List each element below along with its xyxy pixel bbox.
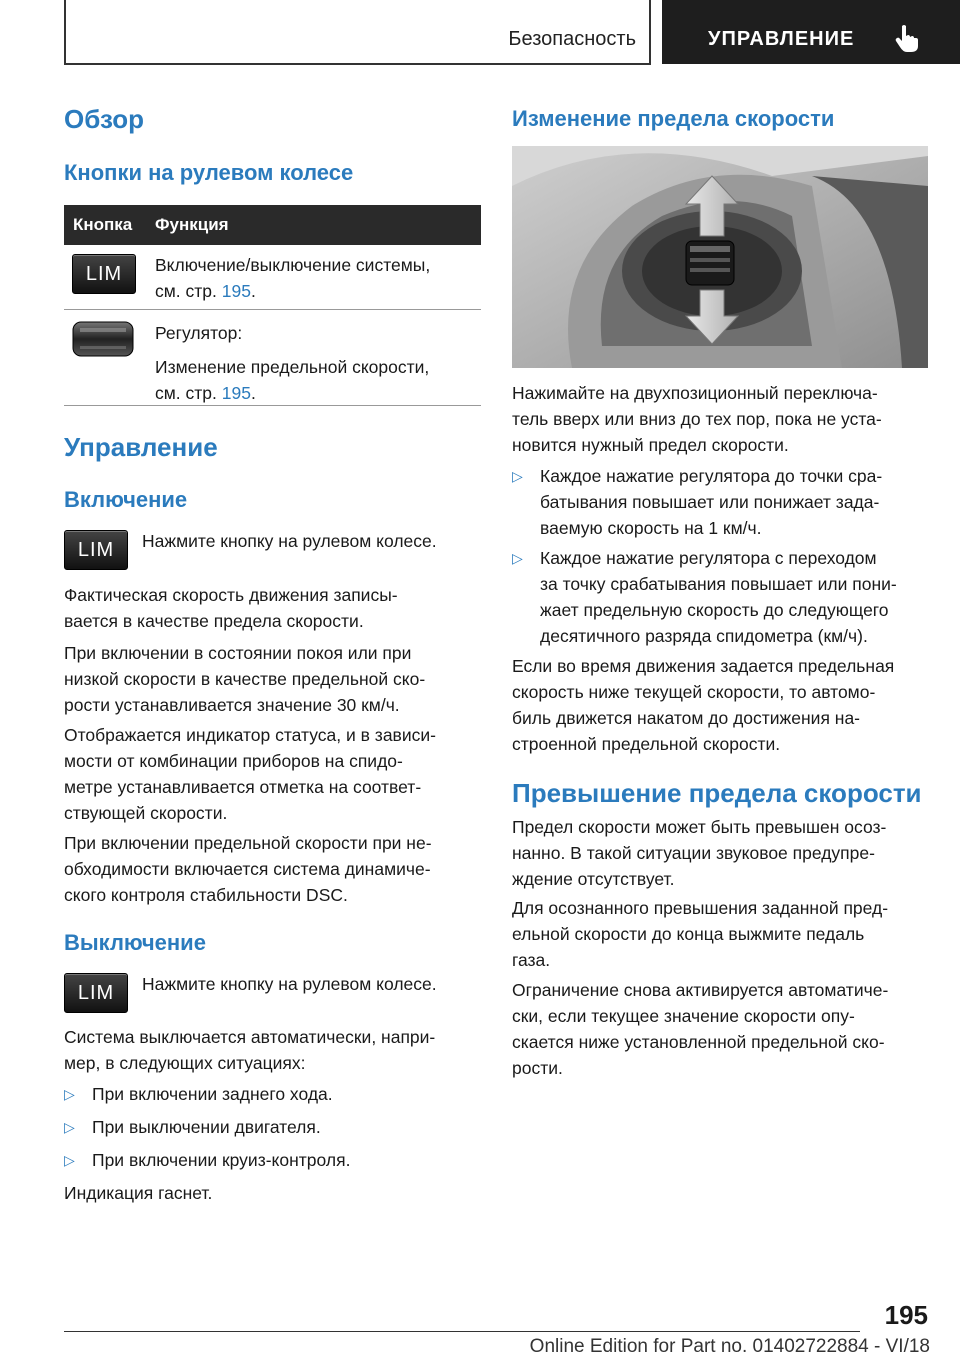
- text-line: Каждое нажатие регулятора до точки сра-: [540, 466, 883, 486]
- text-line: жает предельную скорость до следующего: [540, 600, 889, 620]
- text-line: Отображается индикатор статуса, и в зависи-: [64, 725, 436, 745]
- table-row-divider: [64, 309, 481, 310]
- lim-button-icon: LIM: [72, 254, 136, 294]
- list-item-text: [540, 463, 882, 541]
- exceed-limit-heading: Превышение предела скорости: [512, 778, 922, 808]
- text-line: скается ниже установленной предельной ско-: [512, 1032, 885, 1052]
- triangle-right-icon: ▷: [64, 1086, 75, 1102]
- header-rule-bottom: [64, 63, 651, 65]
- text-line: мер, в следующих ситуациях:: [64, 1053, 306, 1073]
- text-line: Система выключается автоматически, напри-: [64, 1027, 436, 1047]
- change-note-paragraph: [512, 653, 894, 757]
- switch-on-paragraph-4: [64, 830, 432, 908]
- steering-buttons-heading: Кнопки на рулевом колесе: [64, 160, 354, 185]
- change-intro-paragraph: [512, 380, 882, 458]
- text-line: рости.: [512, 1058, 563, 1078]
- text-line: ваемую скорость на 1 км/ч.: [540, 518, 762, 538]
- text-line: низкой скорости в качестве предельной ско-: [64, 669, 426, 689]
- header-rule-mid: [649, 0, 651, 64]
- table-row-2-line-1: Регулятор:: [155, 323, 243, 343]
- change-limit-heading: Изменение предела скорости: [512, 106, 835, 131]
- exceed-paragraph-3: [512, 977, 888, 1081]
- triangle-right-icon: ▷: [512, 468, 523, 484]
- triangle-right-icon: ▷: [64, 1152, 75, 1168]
- steering-wheel-illustration: [512, 146, 928, 368]
- header-rule-left: [64, 0, 66, 64]
- table-bottom-rule: [64, 405, 481, 406]
- text-line: строенной предельной скорости.: [512, 734, 781, 754]
- table-row-1-line-2: [155, 278, 430, 304]
- text-line: батывания повышает или понижает зада-: [540, 492, 880, 512]
- table-header: [64, 205, 481, 245]
- overview-heading: Обзор: [64, 104, 144, 134]
- switch-on-paragraph-2: [64, 640, 425, 718]
- list-item: [64, 1081, 481, 1107]
- header-chapter-tab[interactable]: [662, 0, 960, 64]
- text-line: Нажимайте на двухпозиционный переключа-: [512, 383, 878, 403]
- table-col-function: Функция: [155, 215, 229, 234]
- display-off-text: Индикация гаснет.: [64, 1183, 213, 1203]
- list-item: [64, 1147, 481, 1173]
- list-item-text: [540, 545, 897, 649]
- page-number: 195: [884, 1300, 928, 1330]
- table-row-1-text: [155, 252, 430, 304]
- table-row-2-text: [155, 320, 429, 406]
- lim-button-icon: LIM: [64, 973, 128, 1013]
- table-row-1-ref-text: см. стр.: [155, 281, 222, 301]
- text-line: Ограничение снова активируется автоматиче-: [512, 980, 889, 1000]
- text-line: скорость ниже текущей скорости, то автомо-: [512, 682, 876, 702]
- text-line: рости устанавливается значение 30 км/ч.: [64, 695, 400, 715]
- switch-off-heading: Выключение: [64, 930, 206, 955]
- text-line: При включении в состоянии покоя или при: [64, 643, 412, 663]
- list-item: [512, 545, 928, 649]
- lim-button-icon: LIM: [64, 530, 128, 570]
- hand-pointer-icon: [894, 24, 920, 52]
- text-line: ждение отсутствует.: [512, 869, 675, 889]
- text-line: обходимости включается система динамиче-: [64, 859, 431, 879]
- roller-control-icon: [72, 318, 134, 360]
- table-row-1-line-1: Включение/выключение системы,: [155, 255, 431, 275]
- exceed-paragraph-2: [512, 895, 888, 973]
- switch-on-instruction: Нажмите кнопку на рулевом колесе.: [142, 531, 437, 551]
- text-line: Каждое нажатие регулятора с переходом: [540, 548, 877, 568]
- switch-off-intro: [64, 1024, 435, 1076]
- text-line: тель вверх или вниз до тех пор, пока не уста-: [512, 409, 882, 429]
- switch-on-paragraph-1: [64, 582, 398, 634]
- text-line: за точку срабатывания повышает или пони-: [540, 574, 897, 594]
- text-line: метре устанавливается отметка на соответ-: [64, 777, 422, 797]
- text-line: ского контроля стабильности DSC.: [64, 885, 348, 905]
- triangle-right-icon: ▷: [64, 1119, 75, 1135]
- switch-on-heading: Включение: [64, 487, 188, 512]
- triangle-right-icon: ▷: [512, 550, 523, 566]
- text-line: Для осознанного превышения заданной пред-: [512, 898, 889, 918]
- list-item-text: При выключении двигателя.: [92, 1117, 321, 1137]
- table-row-2-line-2: Изменение предельной скорости,: [155, 357, 430, 377]
- switch-on-paragraph-3: [64, 722, 436, 826]
- text-line: ельной скорости до конца выжмите педаль: [512, 924, 865, 944]
- text-line: нанно. В такой ситуации звуковое предупре-: [512, 843, 875, 863]
- list-item: [512, 463, 928, 541]
- list-item: [64, 1114, 481, 1140]
- table-col-button: Кнопка: [73, 215, 133, 234]
- text-line: Предел скорости может быть превышен осоз-: [512, 817, 887, 837]
- list-item-text: При включении круиз-контроля.: [92, 1150, 351, 1170]
- list-item-text: При включении заднего хода.: [92, 1084, 333, 1104]
- footer-rule: [64, 1331, 860, 1332]
- text-line: Фактическая скорость движения записы-: [64, 585, 398, 605]
- text-line: десятичного разряда спидометра (км/ч).: [540, 626, 868, 646]
- footer-edition: Online Edition for Part no. 01402722884 - VI/18: [529, 1336, 930, 1357]
- text-line: ствующей скорости.: [64, 803, 228, 823]
- text-line: биль движется накатом до достижения на-: [512, 708, 861, 728]
- text-line: вается в качестве предела скорости.: [64, 611, 364, 631]
- header-section-label[interactable]: Безопасность: [508, 28, 636, 50]
- header-chapter-label: УПРАВЛЕНИЕ: [708, 28, 855, 50]
- page-link-195[interactable]: 195: [221, 383, 251, 403]
- text-line: При включении предельной скорости при не-: [64, 833, 432, 853]
- text-line: ски, если текущее значение скорости опу-: [512, 1006, 855, 1026]
- text-line: газа.: [512, 950, 551, 970]
- page-link-195[interactable]: 195: [221, 281, 251, 301]
- exceed-paragraph-1: [512, 814, 886, 892]
- table-row-2-suffix: .: [250, 383, 256, 403]
- table-row-2-line-3: [155, 380, 429, 406]
- switch-off-instruction: Нажмите кнопку на рулевом колесе.: [142, 974, 437, 994]
- control-heading: Управление: [64, 432, 218, 462]
- text-line: Если во время движения задается предельная: [512, 656, 895, 676]
- table-row-1-suffix: .: [250, 281, 256, 301]
- text-line: новится нужный предел скорости.: [512, 435, 789, 455]
- text-line: мости от комбинации приборов на спидо-: [64, 751, 403, 771]
- table-row-2-ref-text: см. стр.: [155, 383, 222, 403]
- steering-wheel-photo: [512, 146, 928, 368]
